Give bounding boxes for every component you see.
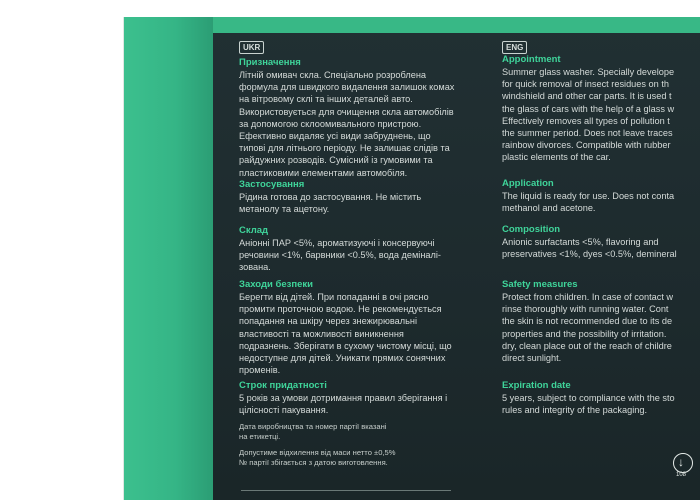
- ukr-appointment-text: Літній омивач скла. Спеціально розроблена формула для швидкого видалення залишок комах на вітровому склі та інших деталей авто. Використовується для очищення скла автомобілів за допомогою склоомивального пристрою. Ефективно видаляє усі види забруднень, що типові для літнього періоду. Не залишає слідів та райдужних розводів. Сумісний із гумовими та пластиковими елементами автомобіля.: [239, 70, 455, 178]
- eng-safety-text: Protect from children. In case of contact w rinse thoroughly with running water. Cont the skin is not recommended due to its de properties and the possibility of irritation. dry, clean place out of the reach of childre direct sunlight.: [502, 292, 674, 364]
- eng-expiration-section: [502, 380, 700, 416]
- eng-safety-section: [502, 279, 700, 364]
- eng-appointment-section: [502, 54, 700, 164]
- ukr-composition-title: Склад: [239, 225, 269, 236]
- eng-expiration-text: 5 years, subject to compliance with the sto rules and integrity of the packaging.: [502, 393, 675, 416]
- eng-application-title: Application: [502, 178, 554, 189]
- eng-composition-title: Composition: [502, 224, 561, 235]
- ukr-column: [239, 37, 499, 467]
- eng-appointment-title: Appointment: [502, 54, 561, 65]
- product-label: [213, 17, 700, 500]
- bottle-edge: [123, 17, 124, 500]
- ukr-composition-text: Аніонні ПАР <5%, ароматизуючі і консервуючі речовини <1%, барвники <0.5%, вода деміналі- зована.: [239, 238, 441, 273]
- eng-language-badge: ENG: [502, 41, 527, 54]
- ukr-safety-title: Заходи безпеки: [239, 279, 313, 290]
- ukr-expiration-section: [239, 380, 499, 416]
- ukr-application-section: [239, 179, 499, 215]
- ukr-tolerance-note: Допустиме відхилення від маси нетто ±0,5% № партії збігається з датою виготовлення.: [239, 448, 396, 467]
- recycle-code: 108: [676, 472, 687, 478]
- eng-appointment-text: Summer glass washer. Specially develope for quick removal of insect residues on th windshield and other car parts. It is used t the glass of cars with the help of a glass w Effectively removes all types of pollution t the summer period. Does not leave traces rainbow divorces. Compatible with rubber plastic elements of the car.: [502, 67, 675, 163]
- ukr-composition-section: [239, 225, 499, 274]
- eng-application-text: The liquid is ready for use. Does not conta methanol and acetone.: [502, 191, 675, 214]
- ukr-safety-section: [239, 279, 499, 376]
- ukr-appointment-title: Призначення: [239, 57, 301, 68]
- ukr-language-badge: UKR: [239, 41, 264, 54]
- bottle-green-surface: [123, 17, 218, 500]
- eng-column: [502, 37, 700, 416]
- eng-composition-section: [502, 224, 700, 260]
- eng-safety-title: Safety measures: [502, 279, 578, 290]
- ukr-appointment-section: [239, 57, 499, 179]
- eng-composition-text: Anionic surfactants <5%, flavoring and preservatives <1%, dyes <0.5%, demineral: [502, 237, 677, 260]
- label-top-stripe: [213, 17, 700, 33]
- ukr-expiration-title: Строк придатності: [239, 380, 327, 391]
- ukr-expiration-text: 5 років за умови дотримання правил зберігання і цілісності пакування.: [239, 393, 448, 416]
- ukr-safety-text: Берегти від дітей. При попаданні в очі рясно промити проточною водою. Не рекомендується попадання на шкіру через знежирювальні властивості та можливості виникнення подразнень. Зберігати в сухому чистому місці, що недоступне для дітей. Уникати прямих сонячних променів.: [239, 292, 452, 376]
- ukr-application-title: Застосування: [239, 179, 305, 190]
- eng-expiration-title: Expiration date: [502, 380, 571, 391]
- bottom-divider: [241, 490, 451, 499]
- ukr-production-note: Дата виробництва та номер партії вказані на етикетці.: [239, 422, 387, 441]
- ukr-application-text: Рідина готова до застосування. Не містить метанолу та ацетону.: [239, 192, 422, 215]
- eng-application-section: [502, 178, 700, 214]
- recycle-arrow-icon: ↓: [673, 453, 693, 473]
